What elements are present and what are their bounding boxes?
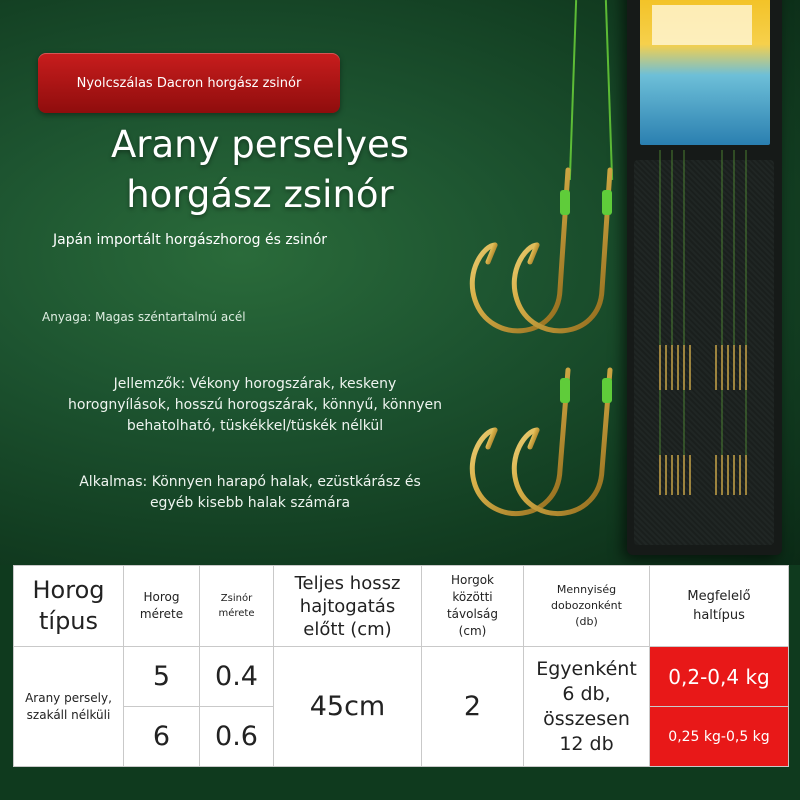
hook-sleeve-icon bbox=[560, 190, 570, 215]
box-label-text-area bbox=[652, 5, 752, 45]
quantity-cell: Egyenként 6 db, összesen 12 db bbox=[524, 647, 650, 767]
spec-table bbox=[13, 565, 789, 767]
header-total-length: Teljes hossz hajtogatás előtt (cm) bbox=[274, 566, 422, 647]
features-line: behatolható, tüskékkel/tüskék nélkül bbox=[126, 418, 384, 434]
features-line: horognyílások, hosszú horogszárak, könnyű, könnyen bbox=[68, 397, 442, 413]
title-line-1: Arany perselyes bbox=[110, 123, 410, 166]
subtitle: Japán importált horgászhorog és zsinór bbox=[53, 232, 328, 248]
hook-size-cell: 6 bbox=[124, 707, 200, 767]
hook-sleeve-icon bbox=[602, 190, 612, 215]
table-row bbox=[14, 647, 789, 707]
box-lines-icon bbox=[660, 150, 746, 455]
hooks-illustration bbox=[450, 150, 790, 550]
line-size-cell: 0.6 bbox=[200, 707, 274, 767]
header-fish-type: Megfelelő haltípus bbox=[650, 566, 789, 647]
hook-size-cell: 5 bbox=[124, 647, 200, 707]
hook-type-cell: Arany persely, szakáll nélküli bbox=[14, 647, 124, 767]
suitable-line: Alkalmas: Könnyen harapó halak, ezüstkárász és bbox=[79, 474, 421, 490]
table-header-row bbox=[14, 566, 789, 647]
total-length-cell: 45cm bbox=[274, 647, 422, 767]
header-quantity: Mennyiség dobozonként (db) bbox=[524, 566, 650, 647]
hook-sleeve-icon bbox=[560, 378, 570, 403]
suitable-line: egyéb kisebb halak számára bbox=[149, 495, 351, 511]
title-line-2: horgász zsinór bbox=[126, 173, 394, 216]
fish-type-cell: 0,2-0,4 kg bbox=[650, 647, 789, 707]
hook-spacing-cell: 2 bbox=[422, 647, 524, 767]
product-badge: Nyolcszálas Dacron horgász zsinór bbox=[38, 53, 340, 113]
suitable-text bbox=[40, 472, 460, 514]
header-hook-type: Horog típus bbox=[14, 566, 124, 647]
material-text: Anyaga: Magas széntartalmú acél bbox=[42, 310, 246, 324]
hook-sleeve-icon bbox=[602, 378, 612, 403]
header-hook-size: Horog mérete bbox=[124, 566, 200, 647]
line-size-cell: 0.4 bbox=[200, 647, 274, 707]
fish-type-cell: 0,25 kg-0,5 kg bbox=[650, 707, 789, 767]
page-title bbox=[95, 120, 425, 220]
header-hook-spacing: Horgok közötti távolság (cm) bbox=[422, 566, 524, 647]
header-line-size: Zsinór mérete bbox=[200, 566, 274, 647]
features-text bbox=[55, 374, 455, 437]
features-line: Jellemzők: Vékony horogszárak, keskeny bbox=[113, 376, 397, 392]
boxed-hooks-icon bbox=[660, 345, 746, 495]
